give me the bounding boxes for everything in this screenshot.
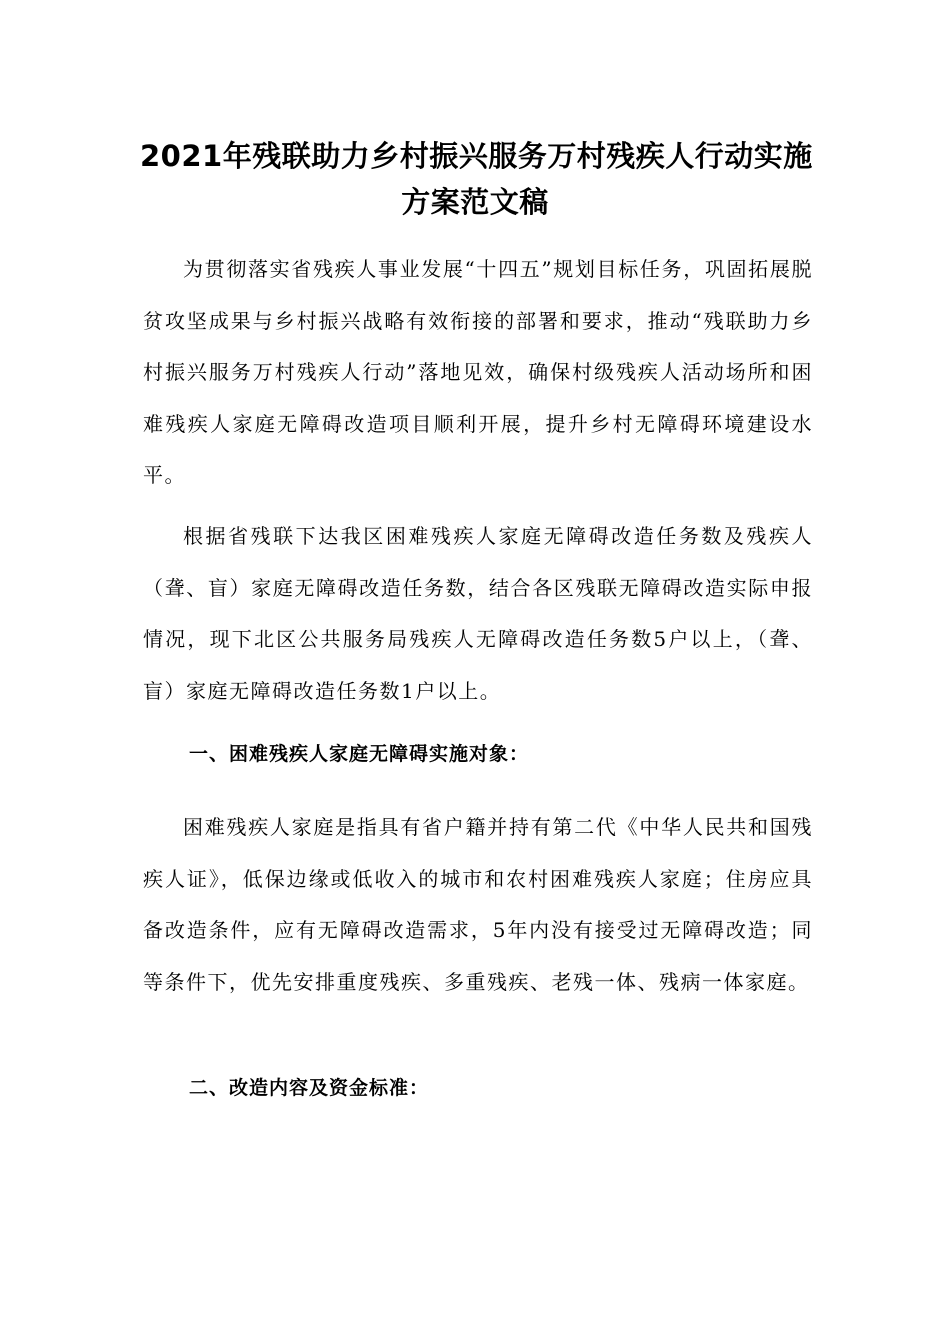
paragraph-intro: 为贯彻落实省残疾人事业发展“十四五”规划目标任务，巩固拓展脱贫攻坚成果与乡村振兴战略有效衔接的部署和要求，推动“残联助力乡村振兴服务万村残疾人行动”落地见效，确保村级残疾人活动场所和困难残疾人家庭无障碍改造项目顺利开展，提升乡村无障碍环境建设水平。 bbox=[143, 257, 813, 487]
document-title-line-1: 2021年残联助力乡村振兴服务万村残疾人行动实施 bbox=[140, 139, 813, 173]
document-title-line-2: 方案范文稿 bbox=[401, 185, 549, 219]
paragraph-eligibility: 困难残疾人家庭是指具有省户籍并持有第二代《中华人民共和国残疾人证》，低保边缘或低收入的城市和农村困难残疾人家庭；住房应具备改造条件，应有无障碍改造需求，5年内没有接受过无障碍改造；同等条件下，优先安排重度残疾、多重残疾、老残一体、残病一体家庭。 bbox=[143, 815, 813, 994]
section-heading-targets: 一、困难残疾人家庭无障碍实施对象： bbox=[189, 743, 530, 765]
section-heading-content-funding: 二、改造内容及资金标准： bbox=[189, 1077, 430, 1099]
paragraph-task-numbers: 根据省残联下达我区困难残疾人家庭无障碍改造任务数及残疾人（聋、盲）家庭无障碍改造任务数，结合各区残联无障碍改造实际申报情况，现下北区公共服务局残疾人无障碍改造任务数5户以上，（聋、盲）家庭无障碍改造任务数1户以上。 bbox=[143, 524, 813, 703]
